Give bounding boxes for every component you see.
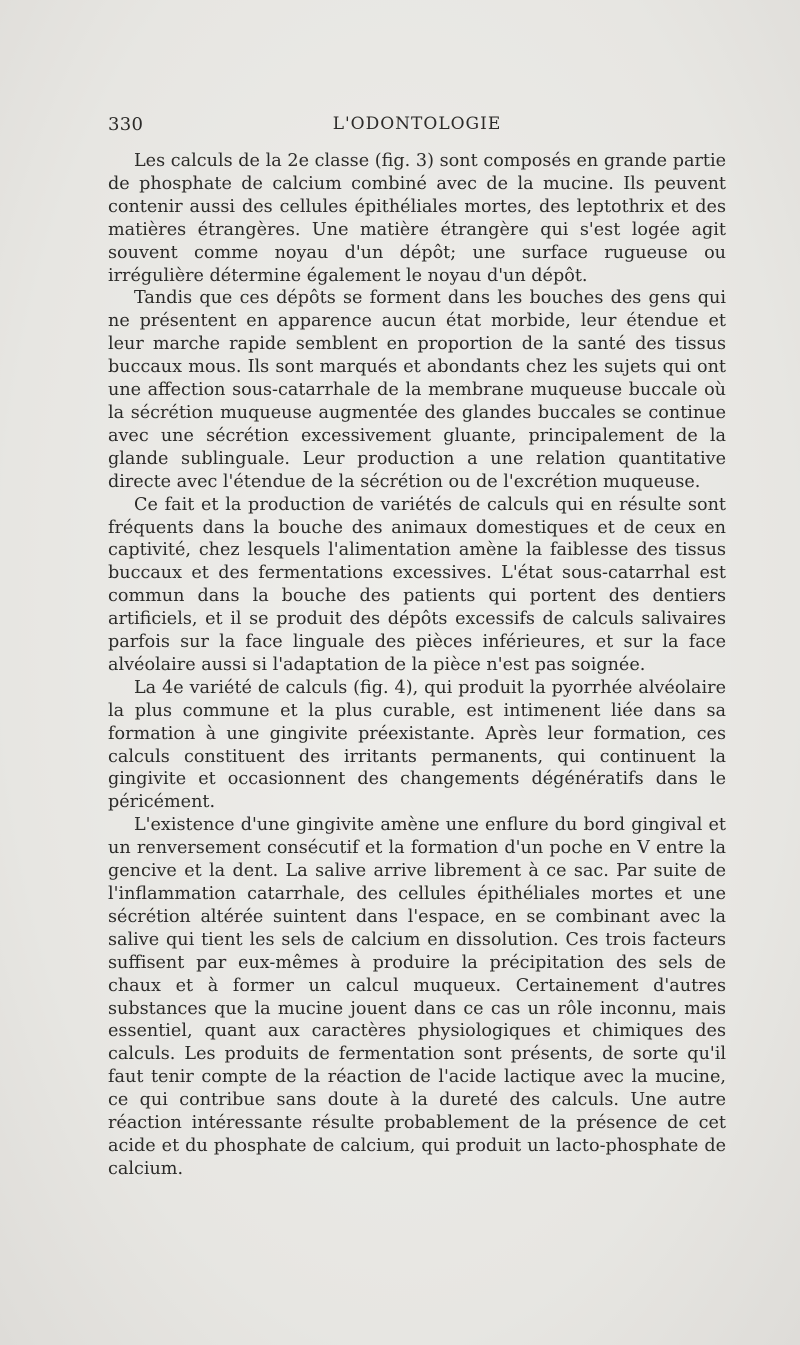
paragraph-4e-variete: La 4e variété de calculs (fig. 4), qui produit la pyorrhée alvéolaire la plus commune et la plus curable, est intimenent liée dans sa formation à une gingivite préexistante. Après leur formation, ces calculs constituent des irritants permanents, qui continuent la gingivite et occasionnent des changements dégénératifs dans le péricément. [108, 677, 726, 813]
journal-title: L'ODONTOLOGIE [332, 114, 502, 134]
paragraph-animaux-domestiques: Ce fait et la production de variétés de calculs qui en résulte sont fréquents dans la bouche des animaux domestiques et de ceux en captivité, chez lesquels l'alimentation amène la faiblesse des tissus buccaux et des fermentations excessives. L'état sous-catarrhal est commun dans la bouche des patients qui portent des dentiers artificiels, et il se produit des dépôts excessifs de calculs salivaires parfois sur la face linguale des pièces inférieures, et sur la face alvéolaire aussi si l'adaptation de la pièce n'est pas soignée. [108, 494, 726, 675]
paragraph-gingivite: L'existence d'une gingivite amène une enflure du bord gingival et un renversement consécutif et la formation d'un poche en V entre la gencive et la dent. La salive arrive librement à ce sac. Par suite de l'inflammation catarrhale, des cellules épithéliales mortes et une sécrétion altérée suintent dans l'espace, en se combinant avec la salive qui tient les sels de calcium en dissolution. Ces trois facteurs suffisent par eux-mêmes à produire la précipitation des sels de chaux et à former un calcul muqueux. Certainement d'autres substances que la mucine jouent dans ce cas un rôle inconnu, mais essentiel, quant aux caractères physiologiques et chimiques des calculs. Les produits de fermentation sont présents, de sorte qu'il faut tenir compte de la réaction de l'acide lactique avec la mucine, ce qui contribue sans doute à la dureté des calculs. Une autre réaction intéressante résulte probablement de la présence de cet acide et du phosphate de calcium, qui produit un lacto-phosphate de calcium. [108, 815, 726, 1179]
paragraph-calculs-2e-classe: Les calculs de la 2e classe (fig. 3) sont composés en grande partie de phosphate de calcium combiné avec de la mucine. Ils peuvent contenir aussi des cellules épithéliales mortes, des leptothrix et des matières étrangères. Une matière étrangère qui s'est logée agit souvent comme noyau d'un dépôt; une surface rugueuse ou irrégulière détermine également le noyau d'un dépôt. [108, 151, 726, 286]
page-number: 330 [108, 114, 144, 135]
running-head [108, 114, 726, 140]
body-text [108, 150, 726, 1181]
paragraph-depots-bouches: Tandis que ces dépôts se forment dans les bouches des gens qui ne présentent en apparence aucun état morbide, leur étendue et leur marche rapide semblent en proportion de la santé des tissus buccaux mous. Ils sont marqués et abondants chez les sujets qui ont une affection sous-catarrhale de la membrane muqueuse buccale où la sécrétion muqueuse augmentée des glandes buccales se continue avec une sécrétion excessivement gluante, principalement de la glande sublinguale. Leur production a une relation quantitative directe avec l'étendue de la sécrétion ou de l'excrétion muqueuse. [108, 288, 726, 492]
